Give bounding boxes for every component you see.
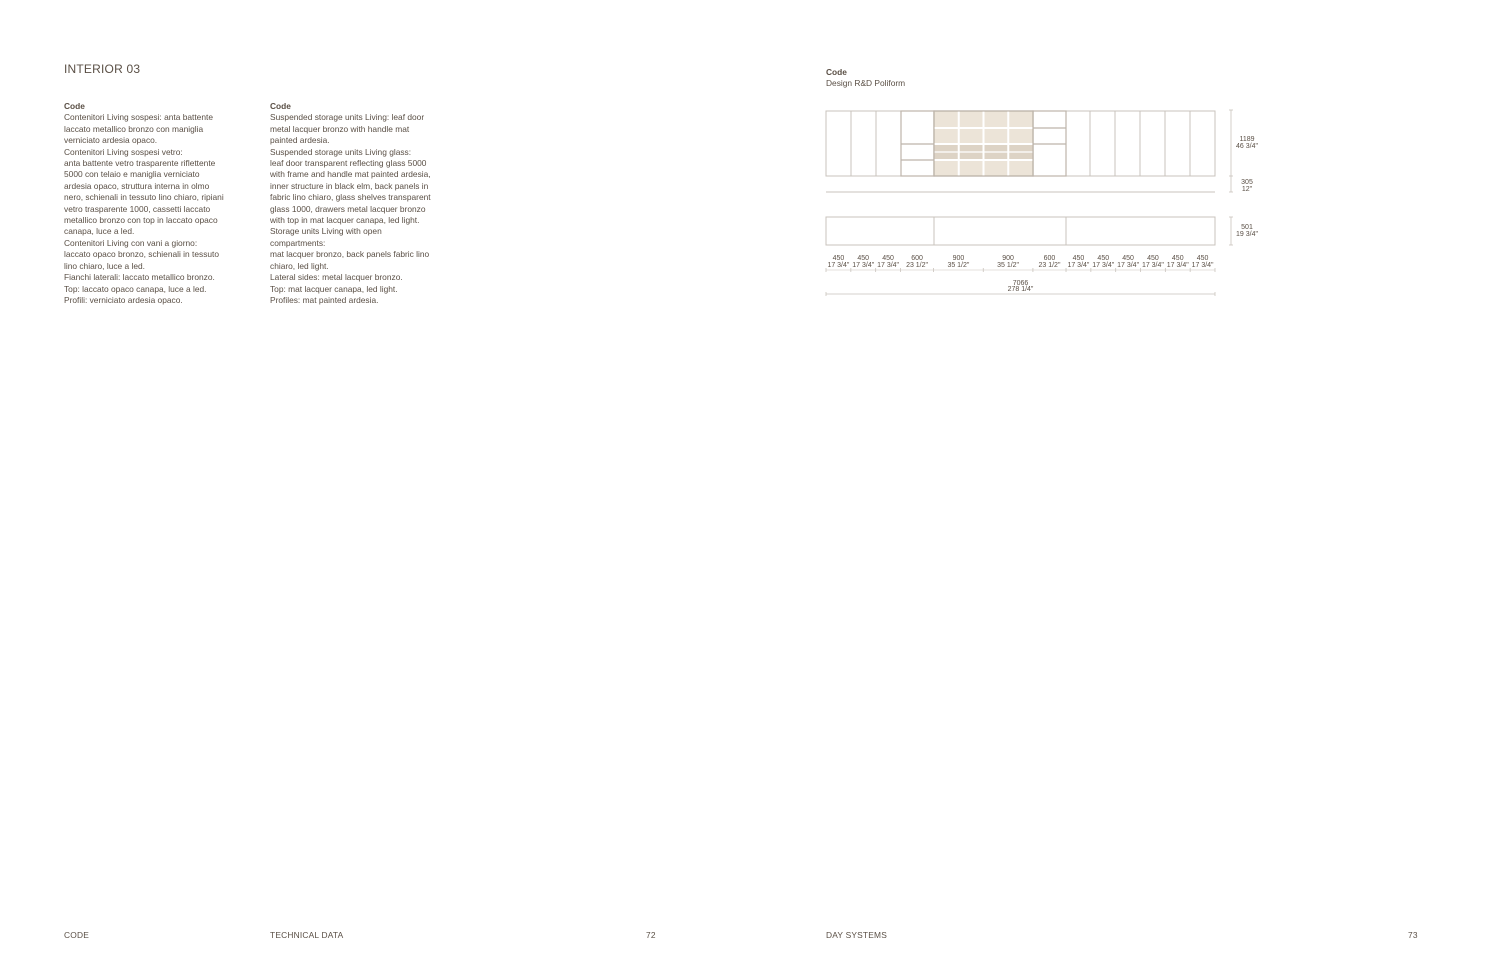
footer-section-right: DAY SYSTEMS [826, 930, 887, 940]
page-number-left: 72 [646, 930, 656, 940]
depth-in-label: 19 3/4" [1236, 231, 1258, 238]
description-line: laccato opaco bronzo, schienali in tessuto [64, 249, 220, 260]
description-line: compartments: [270, 237, 326, 248]
italian-heading: Code [64, 101, 85, 111]
open-compartment-right [1033, 111, 1066, 176]
module-width-mm: 600 [1043, 255, 1056, 262]
description-line: Contenitori Living sospesi vetro: [64, 146, 183, 157]
module-width-in: 23 1/2" [906, 262, 929, 269]
module-width-in: 17 3/4" [877, 262, 900, 269]
footer-category-left: TECHNICAL DATA [270, 930, 344, 940]
open-compartment-left [901, 111, 934, 176]
description-line: ardesia opaco, struttura interna in olmo [64, 180, 210, 191]
description-line: Profiles: mat painted ardesia. [270, 294, 379, 305]
module-width-in: 17 3/4" [1067, 262, 1090, 269]
plan-outline [826, 217, 1215, 245]
module-width-mm: 450 [1122, 255, 1134, 262]
drawing-heading: Code [826, 67, 847, 77]
description-line: lino chiaro, luce a led. [64, 260, 146, 271]
module-width-mm: 450 [857, 255, 870, 262]
footer-section-left: CODE [64, 930, 89, 940]
module-width-in: 23 1/2" [1038, 262, 1061, 269]
height-mm-label: 1189 [1239, 136, 1255, 143]
module-width-dimensions [826, 255, 1215, 272]
module-width-mm: 450 [1171, 255, 1184, 262]
description-line: Suspended storage units Living glass: [270, 146, 412, 157]
module-width-in: 35 1/2" [947, 262, 970, 269]
description-line: with top in mat lacquer canapa, led light. [270, 215, 420, 226]
description-line: fabric lino chiaro, glass shelves transparent [270, 192, 431, 203]
module-width-in: 35 1/2" [997, 262, 1020, 269]
glass-modules [934, 111, 1033, 176]
gap-in-label: 12" [1241, 186, 1253, 193]
gap-mm-label: 305 [1241, 179, 1253, 186]
module-width-mm: 450 [1072, 255, 1085, 262]
page-title: INTERIOR 03 [64, 62, 141, 76]
description-line: inner structure in black elm, back panels in [270, 180, 429, 191]
module-width-mm: 450 [832, 255, 845, 262]
description-line: canapa, luce a led. [64, 226, 135, 237]
height-in-label: 46 3/4" [1236, 143, 1258, 150]
description-line: vetro trasparente 1000, cassetti laccato [64, 203, 211, 214]
module-width-mm: 450 [1196, 255, 1209, 262]
description-line: glass 1000, drawers metal lacquer bronzo [270, 203, 426, 214]
module-width-in: 17 3/4" [1166, 262, 1189, 269]
description-line: leaf door transparent reflecting glass 5000 [270, 158, 427, 169]
english-heading: Code [270, 101, 291, 111]
module-width-mm: 450 [1147, 255, 1159, 262]
description-line: metal lacquer bronzo with handle mat [270, 123, 410, 134]
description-line: Profili: verniciato ardesia opaco. [64, 294, 183, 305]
description-line: Storage units Living with open [270, 226, 382, 237]
description-line: mat lacquer bronzo, back panels fabric lino [270, 249, 430, 260]
module-width-in: 17 3/4" [852, 262, 875, 269]
description-line: metallico bronzo con top in laccato opaco [64, 215, 218, 226]
module-width-mm: 600 [911, 255, 923, 262]
depth-mm-label: 501 [1241, 224, 1253, 231]
description-line: verniciato ardesia opaco. [64, 135, 158, 146]
module-width-mm: 450 [882, 255, 894, 262]
description-line: Fianchi laterali: laccato metallico bronzo. [64, 272, 215, 283]
total-in-label: 278 1/4" [1007, 286, 1034, 293]
description-line: chiaro, led light. [270, 260, 329, 271]
description-line: Top: laccato opaco canapa, luce a led. [64, 283, 207, 294]
drawing-subheading: Design R&D Poliform [826, 78, 906, 89]
depth-dimension [1229, 217, 1233, 245]
module-width-in: 17 3/4" [827, 262, 850, 269]
module-width-mm: 900 [952, 255, 965, 262]
description-line: Top: mat lacquer canapa, led light. [270, 283, 398, 294]
height-dimension [1229, 110, 1233, 192]
module-width-in: 17 3/4" [1141, 262, 1164, 269]
description-line: nero, schienali in tessuto lino chiaro, ripiani [64, 192, 224, 203]
module-width-mm: 900 [1002, 255, 1014, 262]
module-width-in: 17 3/4" [1191, 262, 1214, 269]
description-line: Contenitori Living con vani a giorno: [64, 237, 198, 248]
total-mm-label: 7066 [1012, 280, 1029, 287]
module-width-mm: 450 [1097, 255, 1110, 262]
description-line: anta battente vetro trasparente riflettente [64, 158, 216, 169]
page-number-right: 73 [1408, 930, 1418, 940]
description-line: Lateral sides: metal lacquer bronzo. [270, 272, 403, 283]
plan-view [826, 217, 1215, 245]
module-width-in: 17 3/4" [1117, 262, 1140, 269]
description-line: Contenitori Living sospesi: anta battente [64, 112, 213, 123]
description-line: laccato metallico bronzo con maniglia [64, 123, 204, 134]
module-width-in: 17 3/4" [1092, 262, 1115, 269]
description-line: Suspended storage units Living: leaf door [270, 112, 425, 123]
description-line: 5000 con telaio e maniglia verniciato [64, 169, 200, 180]
description-line: with frame and handle mat painted ardesia, [270, 169, 431, 180]
description-line: painted ardesia. [270, 135, 330, 146]
